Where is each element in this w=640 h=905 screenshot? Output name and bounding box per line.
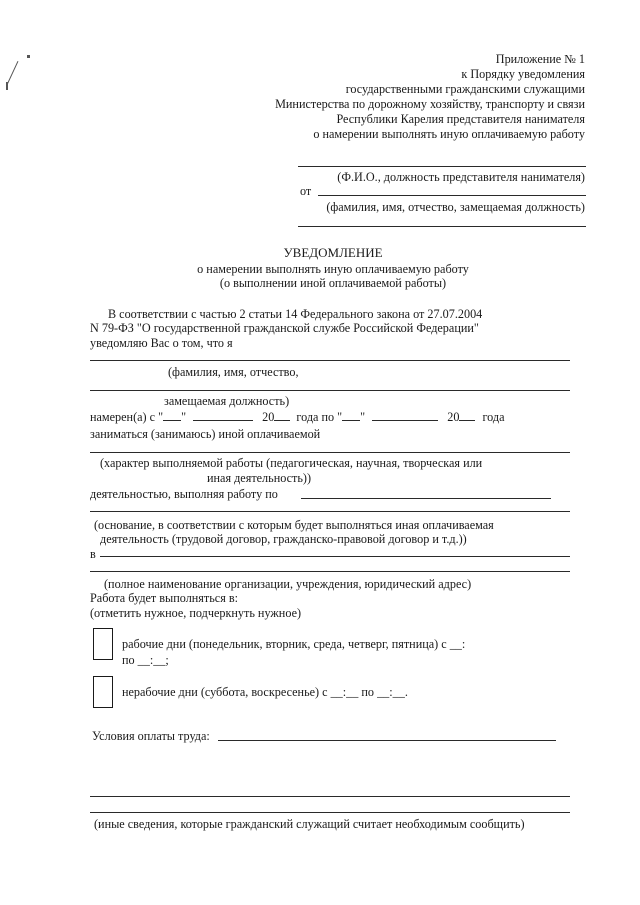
document-title: УВЕДОМЛЕНИЕ [283,245,383,260]
representative-caption: (Ф.И.О., должность представителя нанимателя) [337,170,585,184]
header-line: государственными гражданскими служащими [345,82,585,96]
end-day-field[interactable] [342,410,360,421]
document-subtitle: о намерении выполнять иную оплачиваемую работу [197,262,469,276]
dates-row: намерен(а) с " " 20 года по " " 20 года [90,410,505,424]
from-line-2[interactable] [298,226,586,227]
working-days-checkbox[interactable] [93,628,113,660]
other-info-line-2[interactable] [90,812,570,813]
scan-mark [7,61,19,85]
start-month-field[interactable] [193,410,253,421]
start-year-field[interactable] [274,410,290,421]
end-month-field[interactable] [372,410,438,421]
activity-line[interactable] [301,498,551,499]
start-day-field[interactable] [163,410,181,421]
header-line: о намерении выполнять иную оплачиваемую работу [313,127,585,141]
header-line: Министерства по дорожному хозяйству, транспорту и связи [275,97,585,111]
other-info-line[interactable] [90,796,570,797]
other-info-caption: (иные сведения, которые гражданский служащий считает необходимым сообщить) [94,817,525,831]
fio-caption: (фамилия, имя, отчество, [168,365,299,379]
working-days-time: по __:__; [122,653,169,667]
nonworking-days-text: нерабочие дни (суббота, воскресенье) с __:__ по __:__. [122,685,408,699]
body-paragraph: N 79-ФЗ "О государственной гражданской службе Российской Федерации" [90,321,479,335]
body-paragraph: В соответствии с частью 2 статьи 14 Федерального закона от 27.07.2004 [108,307,483,321]
header-line: Республики Карелия представителя нанимателя [336,112,585,126]
header-line: Приложение № 1 [495,52,585,66]
position-line[interactable] [90,390,570,391]
fio-line[interactable] [90,360,570,361]
from-line[interactable] [318,195,586,196]
activity-line-2[interactable] [90,511,570,512]
pay-conditions-label: Условия оплаты труда: [92,729,210,743]
in-label: в [90,547,96,561]
working-days-text: рабочие дни (понедельник, вторник, среда, четверг, пятница) с __: [122,637,466,651]
basis-caption: (основание, в соответствии с которым будет выполняться иная оплачиваемая [94,518,494,532]
work-will-text: Работа будет выполняться в: [90,591,238,605]
activity-label: деятельностью, выполняя работу по [90,487,278,501]
pay-conditions-line[interactable] [218,740,556,741]
basis-caption-2: деятельность (трудовой договор, гражданско-правовой договор и т.д.)) [100,532,467,546]
position-caption: замещаемая должность) [164,394,290,408]
document-subtitle-2: (о выполнении иной оплачиваемой работы) [219,276,447,290]
work-type-line[interactable] [90,452,570,453]
end-year-field[interactable] [459,410,475,421]
organization-caption: (полное наименование организации, учреждения, юридический адрес) [104,577,472,591]
engage-text: заниматься (занимаюсь) иной оплачиваемой [90,427,321,441]
organization-line[interactable] [100,556,570,557]
representative-line[interactable] [298,166,586,167]
dates-label: намерен(а) с " [90,410,164,424]
instruction-text: (отметить нужное, подчеркнуть нужное) [90,606,302,620]
from-label: от [300,184,312,198]
header-line: к Порядку уведомления [461,67,585,81]
body-paragraph: уведомляю Вас о том, что я [90,336,233,350]
work-type-caption-2: иная деятельность)) [207,471,312,485]
from-caption: (фамилия, имя, отчество, замещаемая должность) [326,200,585,214]
scan-mark [6,82,8,90]
scan-mark [27,55,30,58]
nonworking-days-checkbox[interactable] [93,676,113,708]
organization-line-2[interactable] [90,571,570,572]
work-type-caption: (характер выполняемой работы (педагогическая, научная, творческая или [100,456,483,470]
